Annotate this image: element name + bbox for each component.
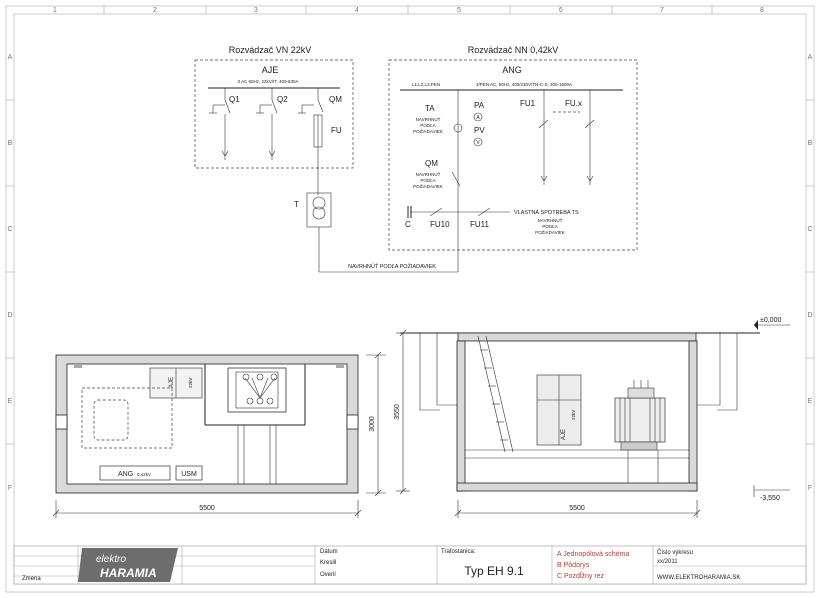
- fu1-label: FU1: [520, 99, 536, 108]
- col-label: 4: [355, 7, 359, 14]
- plan-ang-kv: 0,42kV: [137, 472, 152, 477]
- row-label: C: [7, 226, 13, 233]
- row-label: F: [7, 485, 13, 492]
- ta-note-line: POŽIADAVIEK: [413, 129, 443, 134]
- col-label: 1: [53, 7, 57, 14]
- logo-text-top: elektro: [96, 554, 127, 565]
- c-label: C: [405, 220, 411, 229]
- row-label: E: [807, 398, 813, 405]
- section-aje-kv: 22kV: [571, 409, 576, 420]
- level-top: ±0,000: [760, 317, 782, 324]
- overil-label: Overil: [320, 572, 336, 578]
- kreslil-label: Kreslil: [320, 560, 337, 566]
- datum-label: Dátum: [320, 549, 338, 555]
- transformer-t: [294, 193, 458, 272]
- col-label: 2: [153, 7, 157, 14]
- aje-spec: 3 AC 50Hz, 22kV/IT, 400-630A: [237, 79, 299, 84]
- ta-note-line: NAVRHNUŤ: [415, 117, 441, 122]
- plan-aje-kv: 22kV: [188, 377, 193, 388]
- nn-switchgear-frame: [389, 60, 637, 250]
- plan-ang-label: ANG: [118, 471, 134, 478]
- row-label: E: [7, 398, 13, 405]
- row-label: F: [807, 485, 813, 492]
- level-bottom: -3,550: [760, 495, 780, 502]
- ang-spec: 3/PEN AC, 50Hz, 400/230V/TN-C-S, 300-1600A: [476, 82, 573, 87]
- pv-symbol: V: [476, 140, 480, 146]
- sheet-b-label: B Pôdorys: [557, 562, 590, 569]
- vlastna-note-line: NAVRHNUŤ: [537, 218, 563, 223]
- row-label: D: [807, 312, 813, 319]
- ta-note-line: PODĽA: [420, 123, 436, 128]
- floor-plan: [53, 352, 386, 518]
- section-transformer: [615, 380, 665, 483]
- plan-usm-label: USM: [181, 471, 197, 478]
- row-label: B: [807, 140, 813, 147]
- sheet-c-label: C Pozdĺžny rez: [557, 573, 605, 580]
- row-label: B: [7, 140, 13, 147]
- pa-symbol: A: [476, 115, 480, 121]
- col-label: 6: [559, 7, 563, 14]
- aje-label: AJE: [261, 65, 279, 75]
- sheet-a-label: A Jednopólová schéma: [557, 551, 630, 558]
- longitudinal-section: [394, 317, 790, 518]
- typ-label: Typ EH 9.1: [464, 564, 524, 578]
- cislo-label: Číslo výkresu: [657, 550, 694, 556]
- qm-nn-label: QM: [425, 159, 438, 168]
- qm-nn-note-line: POŽIADAVIEK: [413, 184, 443, 189]
- cislo-value: xx/2011: [657, 559, 678, 565]
- row-label: D: [7, 312, 13, 319]
- col-label: 5: [457, 7, 461, 14]
- pv-label: PV: [474, 126, 485, 135]
- row-label: A: [807, 54, 813, 61]
- col-label: 3: [254, 7, 258, 14]
- trafostanica-label: Trafostanica:: [441, 549, 476, 555]
- qm-fu-feeder: [298, 88, 342, 195]
- column-labels: [53, 7, 764, 14]
- plan-width-dim: 5500: [199, 505, 215, 512]
- qm-nn-note-line: NAVRHNUŤ: [415, 172, 441, 177]
- row-label: C: [807, 226, 813, 233]
- t-label: T: [294, 200, 299, 209]
- vlastna-label: VLASTNÁ SPOTREBA TS: [514, 210, 579, 216]
- cable-note: NAVRHNÚŤ PODĽA POŽIADAVIEK: [348, 264, 436, 270]
- vn-switchgear-frame: [195, 60, 353, 168]
- sheet-frame: [6, 6, 814, 592]
- title-block: [14, 546, 806, 584]
- section-height-dim: 3550: [394, 404, 401, 420]
- q2-label: Q2: [277, 95, 288, 104]
- section-aje-label: AJE: [561, 428, 567, 440]
- pa-label: PA: [474, 101, 485, 110]
- plan-aje-label: AJE: [169, 376, 175, 388]
- fux-label: FU.x: [565, 99, 582, 108]
- single-line-schema: [195, 45, 637, 272]
- section-width-dim: 5500: [569, 505, 585, 512]
- ang-label: ANG: [502, 65, 522, 75]
- ang-bus-label: L1,L2,L3,PEN: [412, 82, 441, 87]
- vlastna-note-line: POŽIADAVIEK: [535, 230, 565, 235]
- web-label: WWW.ELEKTROHARAMIA.SK: [657, 575, 741, 581]
- q1-feeder: [209, 88, 240, 160]
- qm-nn-note-line: PODĽA: [420, 178, 436, 183]
- nn-switchgear-title: Rozvádzač NN 0,42kV: [467, 45, 559, 55]
- row-label: A: [7, 54, 13, 61]
- company-logo: [78, 548, 178, 582]
- vn-switchgear-title: Rozvádzač VN 22kV: [228, 45, 312, 55]
- q1-label: Q1: [229, 95, 240, 104]
- zmena-label: Zmena: [22, 576, 41, 582]
- logo-text-bottom: HARAMIA: [100, 566, 157, 580]
- q2-feeder: [256, 88, 288, 160]
- ta-label: TA: [425, 104, 435, 113]
- fu10-label: FU10: [430, 220, 450, 229]
- vlastna-note-line: PODĽA: [542, 224, 558, 229]
- col-label: 8: [760, 7, 764, 14]
- fu11-label: FU11: [470, 220, 489, 229]
- plan-depth-dim: 3000: [369, 416, 376, 432]
- fu-vn-label: FU: [331, 126, 342, 135]
- col-label: 7: [660, 7, 664, 14]
- qm-vn-label: QM: [329, 95, 342, 104]
